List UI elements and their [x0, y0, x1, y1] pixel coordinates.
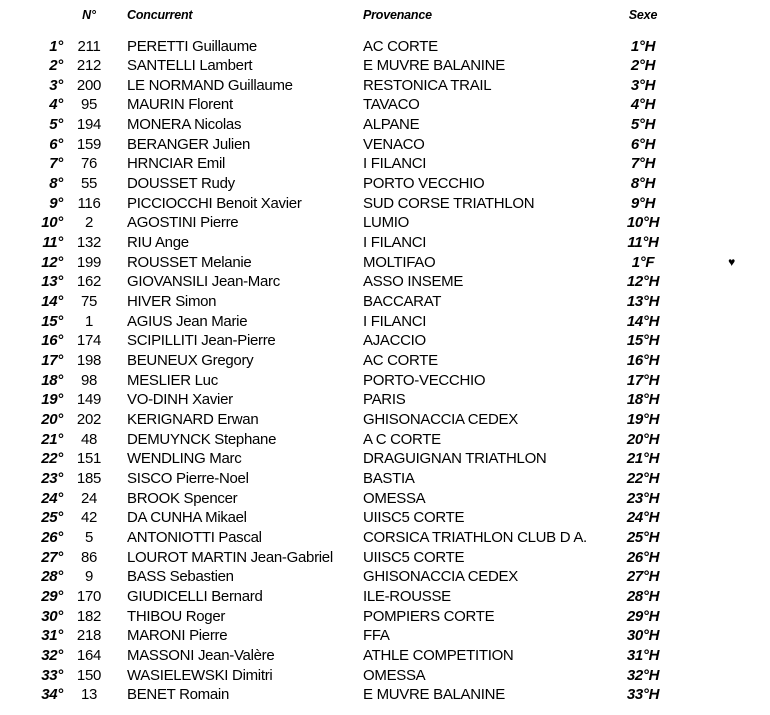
- provenance-cell: OMESSA: [363, 489, 426, 507]
- competitor-name-cell: BROOK Spencer: [127, 489, 238, 507]
- provenance-cell: I FILANCI: [363, 312, 427, 330]
- bib-number-cell: 95: [80, 96, 98, 114]
- heart-icon: [673, 292, 770, 312]
- provenance-cell: GHISONACCIA CEDEX: [363, 568, 518, 586]
- bib-number-cell: 198: [76, 352, 102, 369]
- sex-rank-cell: 10°H: [626, 214, 660, 232]
- competitor-name-cell: RIU Ange: [127, 234, 189, 252]
- rank-cell: 16°: [41, 332, 63, 350]
- heart-icon: [673, 449, 770, 469]
- table-header-row: [0, 8, 770, 23]
- competitor-name-cell: WENDLING Marc: [127, 450, 242, 468]
- table-row: [0, 115, 770, 135]
- competitor-name-cell: HIVER Simon: [127, 293, 217, 311]
- table-row: [0, 233, 770, 253]
- rank-cell: 7°: [49, 155, 63, 173]
- rank-cell: 29°: [41, 587, 63, 605]
- heart-icon: [673, 76, 770, 96]
- provenance-cell: GHISONACCIA CEDEX: [363, 410, 518, 428]
- bib-number-cell: 150: [76, 666, 102, 684]
- heart-icon: [673, 666, 770, 686]
- bib-number-cell: 182: [76, 607, 102, 625]
- provenance-cell: A C CORTE: [363, 430, 441, 448]
- bib-number-cell: 98: [80, 371, 98, 389]
- rank-cell: 20°: [41, 410, 63, 428]
- bib-number-cell: 162: [76, 273, 102, 291]
- sex-rank-cell: 20°H: [626, 430, 660, 448]
- provenance-cell: I FILANCI: [363, 234, 427, 252]
- sex-rank-cell: 22°H: [626, 469, 660, 487]
- provenance-cell: CORSICA TRIATHLON CLUB D A.: [363, 528, 587, 546]
- rank-cell: 14°: [41, 293, 63, 311]
- bib-number-cell: 1: [84, 312, 94, 330]
- bib-number-cell: 42: [80, 509, 98, 527]
- bib-number-cell: 199: [76, 253, 102, 271]
- rank-cell: 21°: [41, 430, 63, 448]
- bib-number-cell: 170: [76, 587, 102, 605]
- provenance-cell: ILE-ROUSSE: [363, 587, 451, 605]
- table-row: [0, 390, 770, 410]
- sex-rank-cell: 5°H: [630, 116, 656, 134]
- competitor-name-cell: SCIPILLITI Jean-Pierre: [127, 332, 276, 350]
- competitor-name-cell: MASSONI Jean-Valère: [127, 646, 275, 664]
- competitor-name-cell: DEMUYNCK Stephane: [127, 430, 277, 448]
- competitor-name-cell: SANTELLI Lambert: [127, 57, 253, 75]
- rank-cell: 15°: [41, 312, 63, 330]
- heart-icon: [673, 37, 770, 57]
- sex-rank-cell: 24°H: [626, 509, 660, 527]
- sex-rank-cell: 31°H: [626, 646, 660, 664]
- rank-cell: 28°: [41, 568, 63, 586]
- heart-icon: [673, 135, 770, 155]
- provenance-cell: UIISC5 CORTE: [363, 509, 465, 527]
- table-row: [0, 154, 770, 174]
- rank-cell: 33°: [41, 666, 63, 684]
- rank-cell: 19°: [41, 391, 63, 409]
- provenance-cell: AC CORTE: [363, 352, 438, 369]
- bib-number-cell: 24: [80, 489, 98, 507]
- bib-number-cell: 164: [76, 646, 102, 664]
- rank-cell: 3°: [49, 76, 63, 94]
- bib-number-cell: 76: [80, 155, 98, 173]
- provenance-cell: UIISC5 CORTE: [363, 548, 465, 566]
- provenance-cell: BACCARAT: [363, 293, 442, 311]
- provenance-cell: AJACCIO: [363, 332, 426, 350]
- bib-number-cell: 55: [80, 175, 98, 193]
- rank-cell: 10°: [41, 214, 63, 232]
- competitor-name-cell: HRNCIAR Emil: [127, 155, 226, 173]
- rank-cell: 12°: [41, 253, 63, 271]
- sex-rank-cell: 30°H: [626, 627, 660, 645]
- rank-cell: 25°: [41, 509, 63, 527]
- sex-rank-cell: 6°H: [630, 135, 656, 153]
- rank-cell: 2°: [49, 57, 63, 75]
- provenance-cell: E MUVRE BALANINE: [363, 686, 505, 704]
- sex-rank-cell: 1°F: [631, 253, 655, 271]
- bib-number-cell: 159: [76, 135, 102, 153]
- bib-number-cell: 211: [77, 37, 101, 55]
- table-row: [0, 213, 770, 233]
- table-row: [0, 194, 770, 214]
- header-sexe: Sexe: [628, 8, 658, 22]
- table-row: [0, 292, 770, 312]
- heart-icon: [673, 469, 770, 489]
- sex-rank-cell: 32°H: [626, 666, 660, 684]
- bib-number-cell: 2: [84, 214, 94, 232]
- rank-cell: 5°: [49, 116, 63, 134]
- header-concurrent: Concurrent: [127, 8, 193, 22]
- rank-cell: 6°: [49, 135, 63, 153]
- provenance-cell: ALPANE: [363, 116, 420, 134]
- rank-cell: 23°: [41, 469, 63, 487]
- table-row: [0, 469, 770, 489]
- heart-icon: [673, 174, 770, 194]
- rank-cell: 22°: [41, 450, 63, 468]
- competitor-name-cell: SISCO Pierre-Noel: [127, 469, 249, 487]
- table-row: [0, 37, 770, 57]
- heart-icon: [673, 312, 770, 332]
- bib-number-cell: 48: [80, 430, 98, 448]
- sex-rank-cell: 17°H: [626, 371, 660, 389]
- bib-number-cell: 86: [80, 548, 98, 566]
- header-rank: [0, 8, 65, 23]
- heart-icon: [673, 646, 770, 666]
- rank-cell: 26°: [41, 528, 63, 546]
- competitor-name-cell: ANTONIOTTI Pascal: [127, 528, 262, 546]
- table-row: [0, 548, 770, 568]
- table-row: [0, 528, 770, 548]
- table-row: [0, 646, 770, 666]
- sex-rank-cell: 1°H: [630, 37, 656, 55]
- sex-rank-cell: 9°H: [630, 194, 656, 212]
- table-row: [0, 449, 770, 469]
- provenance-cell: DRAGUIGNAN TRIATHLON: [363, 450, 547, 468]
- heart-icon: [673, 194, 770, 214]
- table-row: [0, 489, 770, 509]
- competitor-name-cell: KERIGNARD Erwan: [127, 410, 259, 428]
- provenance-cell: AC CORTE: [363, 37, 438, 55]
- heart-icon: [673, 95, 770, 115]
- competitor-name-cell: ROUSSET Melanie: [127, 253, 252, 271]
- table-row: [0, 312, 770, 332]
- sex-rank-cell: 19°H: [626, 410, 660, 428]
- sex-rank-cell: 27°H: [626, 568, 660, 586]
- competitor-name-cell: LOUROT MARTIN Jean-Gabriel: [127, 548, 333, 566]
- table-row: [0, 56, 770, 76]
- competitor-name-cell: GIOVANSILI Jean-Marc: [127, 273, 280, 291]
- rank-cell: 34°: [41, 686, 63, 704]
- bib-number-cell: 116: [77, 194, 101, 212]
- bib-number-cell: 185: [76, 469, 102, 487]
- rank-cell: 24°: [41, 489, 63, 507]
- rank-cell: 18°: [41, 371, 63, 389]
- table-row: [0, 666, 770, 686]
- header-provenance: Provenance: [363, 8, 432, 22]
- competitor-name-cell: DA CUNHA Mikael: [127, 509, 247, 527]
- heart-icon: [673, 272, 770, 292]
- table-row: [0, 253, 770, 273]
- heart-icon: [673, 331, 770, 351]
- competitor-name-cell: LE NORMAND Guillaume: [127, 76, 293, 94]
- provenance-cell: RESTONICA TRAIL: [363, 76, 492, 94]
- table-row: [0, 135, 770, 155]
- results-rows: [0, 37, 770, 705]
- heart-icon: [673, 213, 770, 233]
- table-row: [0, 351, 770, 371]
- competitor-name-cell: BERANGER Julien: [127, 135, 251, 153]
- table-row: [0, 174, 770, 194]
- header-bib-number: N°: [82, 8, 96, 22]
- sex-rank-cell: 28°H: [626, 587, 660, 605]
- bib-number-cell: 75: [80, 293, 98, 311]
- sex-rank-cell: 14°H: [626, 312, 660, 330]
- heart-icon: [673, 154, 770, 174]
- heart-icon: [673, 115, 770, 135]
- table-row: [0, 626, 770, 646]
- table-row: [0, 410, 770, 430]
- provenance-cell: SUD CORSE TRIATHLON: [363, 194, 535, 212]
- competitor-name-cell: MESLIER Luc: [127, 371, 218, 389]
- competitor-name-cell: THIBOU Roger: [127, 607, 226, 625]
- sex-rank-cell: 18°H: [626, 391, 660, 409]
- heart-icon: [673, 685, 770, 705]
- rank-cell: 17°: [41, 352, 63, 369]
- table-row: [0, 430, 770, 450]
- table-row: [0, 607, 770, 627]
- sex-rank-cell: 29°H: [626, 607, 660, 625]
- bib-number-cell: 174: [76, 332, 102, 350]
- provenance-cell: PARIS: [363, 391, 406, 409]
- heart-icon: [673, 233, 770, 253]
- rank-cell: 8°: [49, 175, 63, 193]
- competitor-name-cell: MONERA Nicolas: [127, 116, 242, 134]
- sex-rank-cell: 23°H: [626, 489, 660, 507]
- provenance-cell: E MUVRE BALANINE: [363, 57, 505, 75]
- sex-rank-cell: 25°H: [626, 528, 660, 546]
- heart-icon: [673, 567, 770, 587]
- provenance-cell: MOLTIFAO: [363, 253, 436, 271]
- sex-rank-cell: 3°H: [630, 76, 656, 94]
- bib-number-cell: 218: [76, 627, 102, 645]
- provenance-cell: TAVACO: [363, 96, 420, 114]
- heart-icon: [673, 410, 770, 430]
- provenance-cell: VENACO: [363, 135, 425, 153]
- heart-icon: [673, 390, 770, 410]
- competitor-name-cell: GIUDICELLI Bernard: [127, 587, 263, 605]
- competitor-name-cell: DOUSSET Rudy: [127, 175, 235, 193]
- heart-icon: [673, 607, 770, 627]
- competitor-name-cell: AGOSTINI Pierre: [127, 214, 239, 232]
- table-row: [0, 272, 770, 292]
- heart-icon: [673, 351, 770, 371]
- sex-rank-cell: 33°H: [626, 686, 660, 704]
- header-spacer: [673, 8, 770, 23]
- rank-cell: 31°: [41, 627, 63, 645]
- provenance-cell: BASTIA: [363, 469, 415, 487]
- competitor-name-cell: VO-DINH Xavier: [127, 391, 233, 409]
- sex-rank-cell: 21°H: [626, 450, 660, 468]
- provenance-cell: LUMIO: [363, 214, 410, 232]
- rank-cell: 9°: [49, 194, 63, 212]
- competitor-name-cell: AGIUS Jean Marie: [127, 312, 248, 330]
- competitor-name-cell: WASIELEWSKI Dimitri: [127, 666, 273, 684]
- bib-number-cell: 200: [76, 76, 102, 94]
- table-row: [0, 95, 770, 115]
- sex-rank-cell: 16°H: [626, 352, 660, 369]
- sex-rank-cell: 11°H: [627, 234, 659, 252]
- provenance-cell: ATHLE COMPETITION: [363, 646, 514, 664]
- heart-icon: [673, 430, 770, 450]
- table-row: [0, 76, 770, 96]
- table-row: [0, 371, 770, 391]
- heart-icon: [673, 626, 770, 646]
- sex-rank-cell: 15°H: [626, 332, 660, 350]
- bib-number-cell: 149: [76, 391, 102, 409]
- competitor-name-cell: BASS Sebastien: [127, 568, 234, 586]
- rank-cell: 4°: [49, 96, 63, 114]
- competitor-name-cell: MAURIN Florent: [127, 96, 233, 114]
- table-row: [0, 331, 770, 351]
- provenance-cell: I FILANCI: [363, 155, 427, 173]
- bib-number-cell: 13: [80, 686, 98, 704]
- sex-rank-cell: 8°H: [630, 175, 656, 193]
- competitor-name-cell: MARONI Pierre: [127, 627, 228, 645]
- heart-icon: [673, 489, 770, 509]
- sex-rank-cell: 12°H: [626, 273, 660, 291]
- sex-rank-cell: 4°H: [630, 96, 656, 114]
- bib-number-cell: 9: [84, 568, 94, 586]
- table-row: [0, 508, 770, 528]
- competitor-name-cell: PERETTI Guillaume: [127, 37, 257, 55]
- rank-cell: 13°: [41, 273, 63, 291]
- heart-icon: [673, 587, 770, 607]
- provenance-cell: FFA: [363, 627, 390, 645]
- rank-cell: 30°: [41, 607, 63, 625]
- table-row: [0, 685, 770, 705]
- provenance-cell: PORTO-VECCHIO: [363, 371, 486, 389]
- bib-number-cell: 151: [76, 450, 102, 468]
- sex-rank-cell: 7°H: [630, 155, 656, 173]
- bib-number-cell: 212: [76, 57, 102, 75]
- rank-cell: 27°: [41, 548, 63, 566]
- bib-number-cell: 202: [76, 410, 102, 428]
- table-row: [0, 567, 770, 587]
- heart-icon: [673, 548, 770, 568]
- bib-number-cell: 5: [84, 528, 94, 546]
- bib-number-cell: 132: [76, 234, 102, 252]
- heart-icon: ♥: [728, 254, 735, 269]
- provenance-cell: POMPIERS CORTE: [363, 607, 495, 625]
- rank-cell: 32°: [41, 646, 63, 664]
- competitor-name-cell: BEUNEUX Gregory: [127, 352, 254, 369]
- provenance-cell: OMESSA: [363, 666, 426, 684]
- heart-icon: [673, 528, 770, 548]
- heart-icon: [673, 508, 770, 528]
- rank-cell: 1°: [49, 37, 63, 55]
- bib-number-cell: 194: [76, 116, 102, 134]
- sex-rank-cell: 13°H: [626, 293, 660, 311]
- sex-rank-cell: 2°H: [630, 57, 656, 75]
- rank-cell: 11°: [42, 234, 63, 252]
- table-row: [0, 587, 770, 607]
- competitor-name-cell: BENET Romain: [127, 686, 229, 704]
- heart-icon: [673, 56, 770, 76]
- sex-rank-cell: 26°H: [626, 548, 660, 566]
- provenance-cell: ASSO INSEME: [363, 273, 464, 291]
- provenance-cell: PORTO VECCHIO: [363, 175, 485, 193]
- competitor-name-cell: PICCIOCCHI Benoit Xavier: [127, 194, 302, 212]
- heart-icon: [673, 371, 770, 391]
